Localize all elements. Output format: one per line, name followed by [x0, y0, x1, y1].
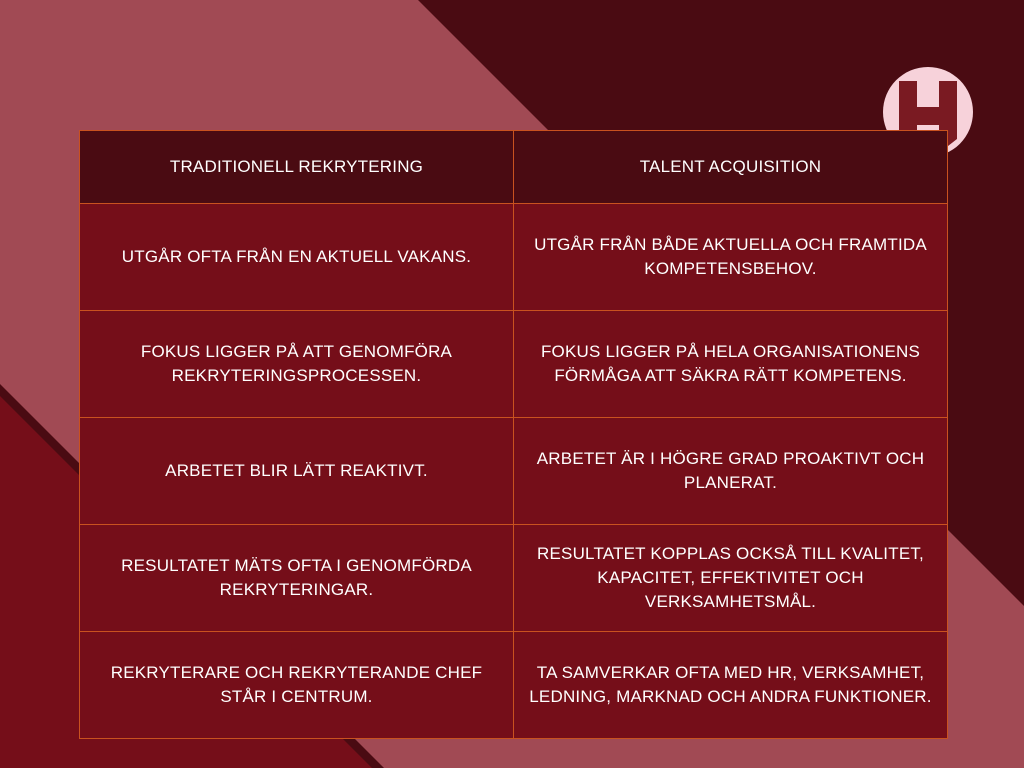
- header-talent-acquisition: TALENT ACQUISITION: [514, 131, 948, 204]
- talent-acquisition-cell: ARBETET ÄR I HÖGRE GRAD PROAKTIVT OCH PLANERAT.: [514, 418, 948, 525]
- table-row: [80, 311, 948, 418]
- traditional-cell: ARBETET BLIR LÄTT REAKTIVT.: [80, 418, 514, 525]
- table-header-row: [80, 131, 948, 204]
- talent-acquisition-cell: TA SAMVERKAR OFTA MED HR, VERKSAMHET, LEDNING, MARKNAD OCH ANDRA FUNKTIONER.: [514, 632, 948, 739]
- traditional-cell: REKRYTERARE OCH REKRYTERANDE CHEF STÅR I CENTRUM.: [80, 632, 514, 739]
- table-row: [80, 632, 948, 739]
- traditional-cell: RESULTATET MÄTS OFTA I GENOMFÖRDA REKRYTERINGAR.: [80, 525, 514, 632]
- comparison-table: [79, 130, 948, 739]
- table-row: [80, 525, 948, 632]
- talent-acquisition-cell: UTGÅR FRÅN BÅDE AKTUELLA OCH FRAMTIDA KOMPETENSBEHOV.: [514, 204, 948, 311]
- table-row: [80, 204, 948, 311]
- talent-acquisition-cell: FOKUS LIGGER PÅ HELA ORGANISATIONENS FÖRMÅGA ATT SÄKRA RÄTT KOMPETENS.: [514, 311, 948, 418]
- traditional-cell: UTGÅR OFTA FRÅN EN AKTUELL VAKANS.: [80, 204, 514, 311]
- table-row: [80, 418, 948, 525]
- traditional-cell: FOKUS LIGGER PÅ ATT GENOMFÖRA REKRYTERINGSPROCESSEN.: [80, 311, 514, 418]
- header-traditional-recruitment: TRADITIONELL REKRYTERING: [80, 131, 514, 204]
- talent-acquisition-cell: RESULTATET KOPPLAS OCKSÅ TILL KVALITET, KAPACITET, EFFEKTIVITET OCH VERKSAMHETSMÅL.: [514, 525, 948, 632]
